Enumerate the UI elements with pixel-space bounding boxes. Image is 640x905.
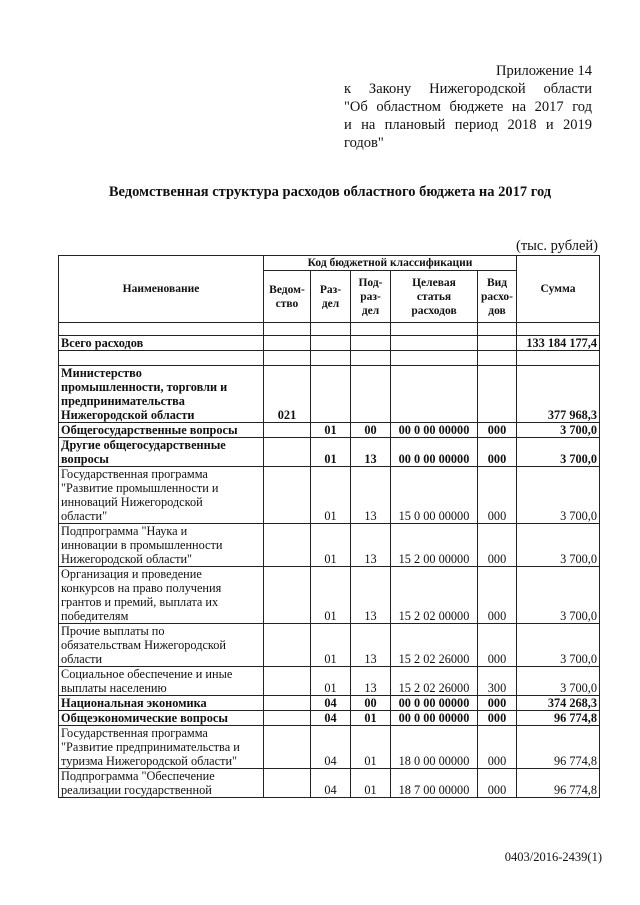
cell-summa: 133 184 177,4 bbox=[517, 336, 600, 351]
cell-name: Подпрограмма "Наука и инновации в промышленности Нижегородской области" bbox=[59, 524, 264, 567]
document-code: 0403/2016-2439(1) bbox=[504, 850, 602, 864]
table-row bbox=[59, 336, 600, 351]
cell-razdel: 01 bbox=[311, 624, 351, 667]
cell-podrazdel: 13 bbox=[351, 467, 391, 524]
cell-summa: 3 700,0 bbox=[517, 567, 600, 624]
header-razdel: Раз- дел bbox=[311, 271, 351, 323]
table-row bbox=[59, 667, 600, 696]
spacer-row bbox=[59, 351, 600, 366]
cell-name: Общегосударственные вопросы bbox=[59, 423, 264, 438]
cell-vid: 000 bbox=[478, 624, 517, 667]
cell-celevaya: 00 0 00 00000 bbox=[391, 423, 478, 438]
cell-podrazdel: 13 bbox=[351, 438, 391, 467]
cell-podrazdel: 00 bbox=[351, 423, 391, 438]
cell-summa: 3 700,0 bbox=[517, 438, 600, 467]
cell-celevaya bbox=[391, 366, 478, 423]
cell-celevaya bbox=[391, 336, 478, 351]
cell-celevaya: 18 7 00 00000 bbox=[391, 769, 478, 798]
cell-vedomstvo bbox=[264, 624, 311, 667]
empty-cell bbox=[59, 323, 264, 336]
cell-podrazdel: 13 bbox=[351, 567, 391, 624]
table-row bbox=[59, 726, 600, 769]
table-row bbox=[59, 467, 600, 524]
table-row bbox=[59, 423, 600, 438]
empty-cell bbox=[59, 351, 264, 366]
cell-podrazdel bbox=[351, 366, 391, 423]
empty-cell bbox=[351, 351, 391, 366]
table-row bbox=[59, 524, 600, 567]
empty-cell bbox=[264, 323, 311, 336]
header-celevaya: Целевая статья расходов bbox=[391, 271, 478, 323]
empty-cell bbox=[351, 323, 391, 336]
cell-vedomstvo bbox=[264, 667, 311, 696]
table-row bbox=[59, 769, 600, 798]
cell-celevaya: 15 2 02 26000 bbox=[391, 624, 478, 667]
cell-celevaya: 00 0 00 00000 bbox=[391, 711, 478, 726]
cell-vedomstvo: 021 bbox=[264, 366, 311, 423]
cell-vid: 000 bbox=[478, 467, 517, 524]
cell-razdel: 04 bbox=[311, 696, 351, 711]
cell-summa: 96 774,8 bbox=[517, 769, 600, 798]
cell-summa: 3 700,0 bbox=[517, 624, 600, 667]
appendix-law-line: годов" bbox=[344, 135, 384, 151]
header-podrazdel: Под- раз- дел bbox=[351, 271, 391, 323]
cell-podrazdel: 01 bbox=[351, 711, 391, 726]
table-row bbox=[59, 696, 600, 711]
cell-name: Социальное обеспечение и иные выплаты населению bbox=[59, 667, 264, 696]
cell-podrazdel: 01 bbox=[351, 726, 391, 769]
cell-summa: 377 968,3 bbox=[517, 366, 600, 423]
table-row bbox=[59, 711, 600, 726]
table-row bbox=[59, 366, 600, 423]
cell-podrazdel: 01 bbox=[351, 769, 391, 798]
cell-razdel: 01 bbox=[311, 667, 351, 696]
header-name: Наименование bbox=[59, 256, 264, 323]
cell-name: Государственная программа "Развитие промышленности и инноваций Нижегородской области" bbox=[59, 467, 264, 524]
cell-vid bbox=[478, 366, 517, 423]
cell-name: Подпрограмма "Обеспечение реализации государственной bbox=[59, 769, 264, 798]
cell-razdel: 01 bbox=[311, 567, 351, 624]
cell-razdel: 01 bbox=[311, 524, 351, 567]
appendix-block bbox=[344, 62, 592, 152]
cell-razdel: 04 bbox=[311, 769, 351, 798]
header-vid: Вид расхо- дов bbox=[478, 271, 517, 323]
cell-podrazdel: 13 bbox=[351, 624, 391, 667]
cell-vedomstvo bbox=[264, 423, 311, 438]
empty-cell bbox=[478, 323, 517, 336]
appendix-law-line: "Об областном бюджете на 2017 год bbox=[344, 99, 592, 115]
cell-celevaya: 15 2 02 00000 bbox=[391, 567, 478, 624]
budget-table-body bbox=[59, 323, 600, 798]
cell-summa: 3 700,0 bbox=[517, 423, 600, 438]
cell-razdel: 04 bbox=[311, 726, 351, 769]
cell-razdel bbox=[311, 366, 351, 423]
cell-vid: 000 bbox=[478, 726, 517, 769]
header-summa: Сумма bbox=[517, 256, 600, 323]
table-row bbox=[59, 438, 600, 467]
cell-summa: 96 774,8 bbox=[517, 726, 600, 769]
cell-podrazdel: 00 bbox=[351, 696, 391, 711]
cell-vedomstvo bbox=[264, 438, 311, 467]
document-title: Ведомственная структура расходов областного бюджета на 2017 год bbox=[108, 184, 552, 200]
cell-vid: 300 bbox=[478, 667, 517, 696]
cell-vid: 000 bbox=[478, 696, 517, 711]
cell-name: Прочие выплаты по обязательствам Нижегородской области bbox=[59, 624, 264, 667]
cell-vid: 000 bbox=[478, 438, 517, 467]
cell-vid: 000 bbox=[478, 524, 517, 567]
empty-cell bbox=[311, 323, 351, 336]
empty-cell bbox=[391, 351, 478, 366]
appendix-law-line: и на плановый период 2018 и 2019 bbox=[344, 117, 592, 133]
empty-cell bbox=[311, 351, 351, 366]
cell-name: Национальная экономика bbox=[59, 696, 264, 711]
cell-vedomstvo bbox=[264, 726, 311, 769]
cell-celevaya: 00 0 00 00000 bbox=[391, 696, 478, 711]
cell-razdel bbox=[311, 336, 351, 351]
cell-podrazdel bbox=[351, 336, 391, 351]
cell-name: Общеэкономические вопросы bbox=[59, 711, 264, 726]
table-row bbox=[59, 624, 600, 667]
cell-celevaya: 18 0 00 00000 bbox=[391, 726, 478, 769]
cell-name: Всего расходов bbox=[59, 336, 264, 351]
cell-celevaya: 15 2 02 26000 bbox=[391, 667, 478, 696]
table-row bbox=[59, 567, 600, 624]
empty-cell bbox=[391, 323, 478, 336]
cell-summa: 3 700,0 bbox=[517, 467, 600, 524]
cell-name: Государственная программа "Развитие предпринимательства и туризма Нижегородской области" bbox=[59, 726, 264, 769]
header-vedomstvo: Ведом- ство bbox=[264, 271, 311, 323]
cell-podrazdel: 13 bbox=[351, 524, 391, 567]
cell-summa: 3 700,0 bbox=[517, 667, 600, 696]
cell-vedomstvo bbox=[264, 711, 311, 726]
cell-vedomstvo bbox=[264, 336, 311, 351]
cell-celevaya: 15 0 00 00000 bbox=[391, 467, 478, 524]
cell-summa: 374 268,3 bbox=[517, 696, 600, 711]
budget-table bbox=[58, 255, 600, 798]
units-label: (тыс. рублей) bbox=[516, 238, 598, 254]
appendix-law-line: к Закону Нижегородской области bbox=[344, 81, 592, 97]
cell-vedomstvo bbox=[264, 769, 311, 798]
empty-cell bbox=[517, 323, 600, 336]
appendix-number: Приложение 14 bbox=[496, 63, 592, 79]
cell-podrazdel: 13 bbox=[351, 667, 391, 696]
empty-cell bbox=[264, 351, 311, 366]
cell-vid: 000 bbox=[478, 567, 517, 624]
cell-vedomstvo bbox=[264, 567, 311, 624]
cell-name: Другие общегосударственные вопросы bbox=[59, 438, 264, 467]
cell-vedomstvo bbox=[264, 467, 311, 524]
header-code-group: Код бюджетной классификации bbox=[264, 256, 517, 271]
cell-razdel: 01 bbox=[311, 423, 351, 438]
cell-celevaya: 15 2 00 00000 bbox=[391, 524, 478, 567]
cell-razdel: 04 bbox=[311, 711, 351, 726]
empty-cell bbox=[517, 351, 600, 366]
cell-celevaya: 00 0 00 00000 bbox=[391, 438, 478, 467]
cell-razdel: 01 bbox=[311, 438, 351, 467]
cell-vid: 000 bbox=[478, 769, 517, 798]
cell-summa: 3 700,0 bbox=[517, 524, 600, 567]
cell-summa: 96 774,8 bbox=[517, 711, 600, 726]
cell-vid: 000 bbox=[478, 711, 517, 726]
spacer-row bbox=[59, 323, 600, 336]
cell-name: Организация и проведение конкурсов на право получения грантов и премий, выплата их победителям bbox=[59, 567, 264, 624]
cell-vedomstvo bbox=[264, 696, 311, 711]
cell-name: Министерство промышленности, торговли и предпринимательства Нижегородской области bbox=[59, 366, 264, 423]
cell-vid: 000 bbox=[478, 423, 517, 438]
empty-cell bbox=[478, 351, 517, 366]
cell-razdel: 01 bbox=[311, 467, 351, 524]
cell-vedomstvo bbox=[264, 524, 311, 567]
cell-vid bbox=[478, 336, 517, 351]
